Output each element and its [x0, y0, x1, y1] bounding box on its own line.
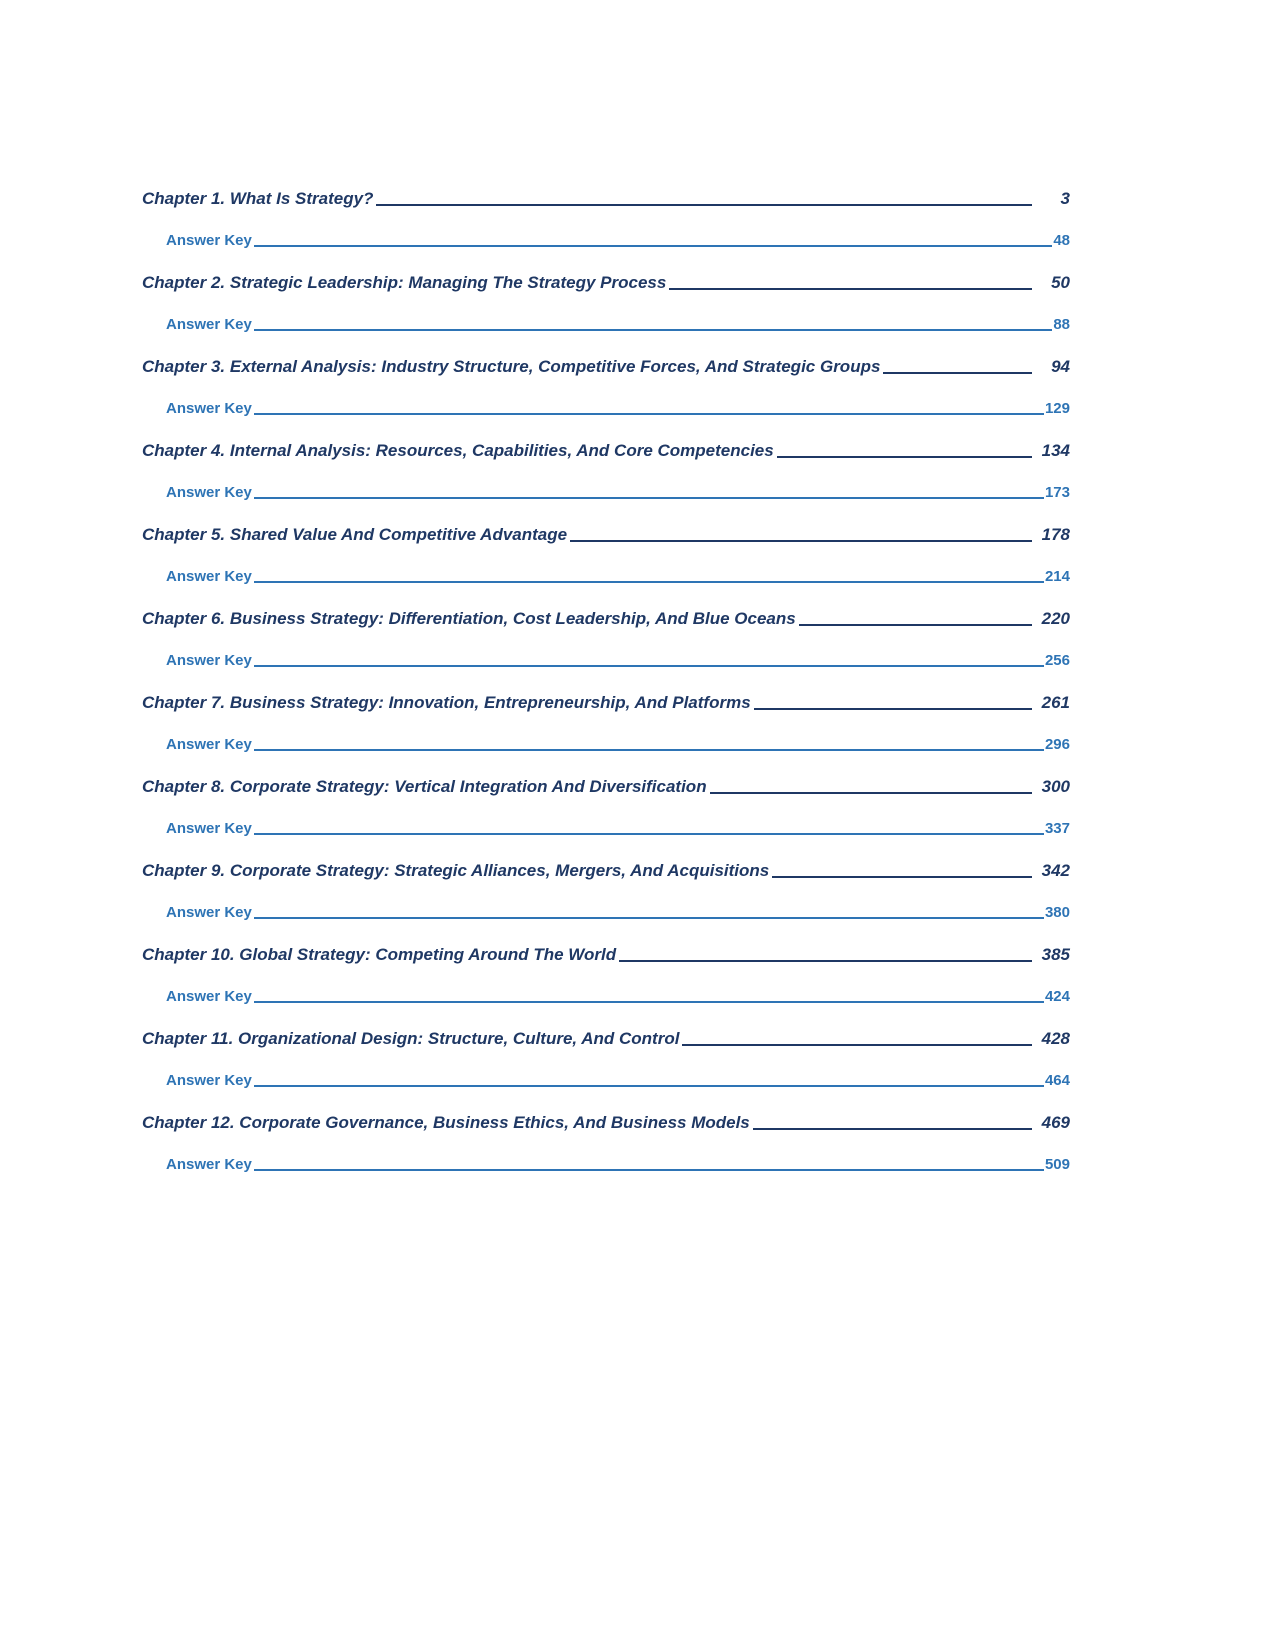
toc-entry-answer-key[interactable] [142, 732, 1070, 758]
toc-leader-line [254, 413, 1044, 415]
toc-page-number: 296 [1044, 736, 1070, 753]
toc-page-number: 3 [1060, 189, 1070, 208]
toc-page-number: 48 [1053, 232, 1070, 249]
toc-page-number: 94 [1051, 357, 1070, 376]
toc-page-number: 300 [1041, 777, 1070, 796]
toc-page-number: 50 [1051, 273, 1070, 292]
toc-leader-line [772, 876, 1031, 878]
toc-leader-line [254, 1169, 1044, 1171]
toc-page-number: 173 [1044, 484, 1070, 501]
toc-entry-label: Chapter 10. Global Strategy: Competing Around The World [142, 945, 617, 964]
toc-leader-line [254, 245, 1052, 247]
toc-page-number: 428 [1041, 1029, 1070, 1048]
toc-entry-label: Chapter 2. Strategic Leadership: Managing The Strategy Process [142, 273, 667, 292]
toc-entry-label: Answer Key [166, 736, 252, 753]
toc-entry-chapter[interactable] [142, 690, 1070, 716]
toc-entry-label: Answer Key [166, 820, 252, 837]
toc-entry-chapter[interactable] [142, 942, 1070, 968]
toc-page-number: 380 [1044, 904, 1070, 921]
toc-page-number: 261 [1041, 693, 1070, 712]
toc-leader-line [254, 833, 1044, 835]
toc-entry-chapter[interactable] [142, 522, 1070, 548]
toc-entry-label: Answer Key [166, 652, 252, 669]
toc-leader-line [754, 708, 1032, 710]
toc-page-number: 385 [1041, 945, 1070, 964]
toc-entry-answer-key[interactable] [142, 1068, 1070, 1094]
toc-entry-chapter[interactable] [142, 606, 1070, 632]
toc-entry-chapter[interactable] [142, 1026, 1070, 1052]
toc-page-number: 342 [1041, 861, 1070, 880]
toc-page-number: 220 [1041, 609, 1070, 628]
toc-entry-answer-key[interactable] [142, 228, 1070, 254]
toc-entry-chapter[interactable] [142, 1110, 1070, 1136]
toc-entry-label: Chapter 8. Corporate Strategy: Vertical Integration And Diversification [142, 777, 707, 796]
toc-page-number: 424 [1044, 988, 1070, 1005]
toc-entry-label: Chapter 9. Corporate Strategy: Strategic Alliances, Mergers, And Acquisitions [142, 861, 770, 880]
toc-leader-line [799, 624, 1032, 626]
toc-entry-label: Answer Key [166, 988, 252, 1005]
toc-leader-line [619, 960, 1031, 962]
toc-entry-label: Answer Key [166, 316, 252, 333]
toc-leader-line [254, 581, 1044, 583]
toc-entry-answer-key[interactable] [142, 564, 1070, 590]
toc-page-number: 88 [1053, 316, 1070, 333]
toc-entry-answer-key[interactable] [142, 312, 1070, 338]
toc-leader-line [883, 372, 1032, 374]
toc-entry-chapter[interactable] [142, 438, 1070, 464]
toc-entry-answer-key[interactable] [142, 648, 1070, 674]
toc-list [142, 186, 1070, 1178]
toc-leader-line [254, 665, 1044, 667]
toc-entry-answer-key[interactable] [142, 1152, 1070, 1178]
toc-entry-label: Answer Key [166, 232, 252, 249]
toc-entry-label: Chapter 11. Organizational Design: Structure, Culture, And Control [142, 1029, 680, 1048]
toc-entry-label: Answer Key [166, 1072, 252, 1089]
toc-page-number: 134 [1041, 441, 1070, 460]
toc-entry-label: Chapter 3. External Analysis: Industry Structure, Competitive Forces, And Strategic Groups [142, 357, 881, 376]
toc-entry-chapter[interactable] [142, 354, 1070, 380]
toc-entry-label: Answer Key [166, 484, 252, 501]
toc-page-number: 178 [1041, 525, 1070, 544]
toc-entry-label: Chapter 12. Corporate Governance, Business Ethics, And Business Models [142, 1113, 750, 1132]
toc-entry-chapter[interactable] [142, 270, 1070, 296]
toc-leader-line [254, 329, 1052, 331]
toc-entry-answer-key[interactable] [142, 900, 1070, 926]
toc-leader-line [753, 1128, 1032, 1130]
toc-page-number: 256 [1044, 652, 1070, 669]
toc-entry-answer-key[interactable] [142, 396, 1070, 422]
toc-entry-label: Answer Key [166, 904, 252, 921]
toc-page-number: 214 [1044, 568, 1070, 585]
toc-leader-line [669, 288, 1032, 290]
toc-entry-label: Answer Key [166, 1156, 252, 1173]
toc-page-number: 337 [1044, 820, 1070, 837]
toc-page-number: 129 [1044, 400, 1070, 417]
toc-leader-line [254, 1001, 1044, 1003]
toc-entry-chapter[interactable] [142, 186, 1070, 212]
toc-entry-answer-key[interactable] [142, 816, 1070, 842]
toc-leader-line [710, 792, 1032, 794]
toc-leader-line [254, 1085, 1044, 1087]
toc-entry-chapter[interactable] [142, 774, 1070, 800]
toc-entry-answer-key[interactable] [142, 480, 1070, 506]
toc-entry-label: Chapter 4. Internal Analysis: Resources, Capabilities, And Core Competencies [142, 441, 774, 460]
toc-entry-chapter[interactable] [142, 858, 1070, 884]
toc-page-number: 469 [1041, 1113, 1070, 1132]
toc-entry-answer-key[interactable] [142, 984, 1070, 1010]
toc-entry-label: Chapter 6. Business Strategy: Differentiation, Cost Leadership, And Blue Oceans [142, 609, 796, 628]
toc-leader-line [254, 917, 1044, 919]
toc-entry-label: Chapter 5. Shared Value And Competitive Advantage [142, 525, 568, 544]
toc-leader-line [682, 1044, 1031, 1046]
toc-leader-line [254, 497, 1044, 499]
toc-leader-line [254, 749, 1044, 751]
toc-entry-label: Answer Key [166, 400, 252, 417]
toc-entry-label: Answer Key [166, 568, 252, 585]
toc-page-number: 509 [1044, 1156, 1070, 1173]
toc-leader-line [570, 540, 1032, 542]
toc-entry-label: Chapter 7. Business Strategy: Innovation, Entrepreneurship, And Platforms [142, 693, 751, 712]
toc-entry-label: Chapter 1. What Is Strategy? [142, 189, 374, 208]
toc-page-number: 464 [1044, 1072, 1070, 1089]
toc-leader-line [376, 204, 1032, 206]
toc-leader-line [777, 456, 1032, 458]
